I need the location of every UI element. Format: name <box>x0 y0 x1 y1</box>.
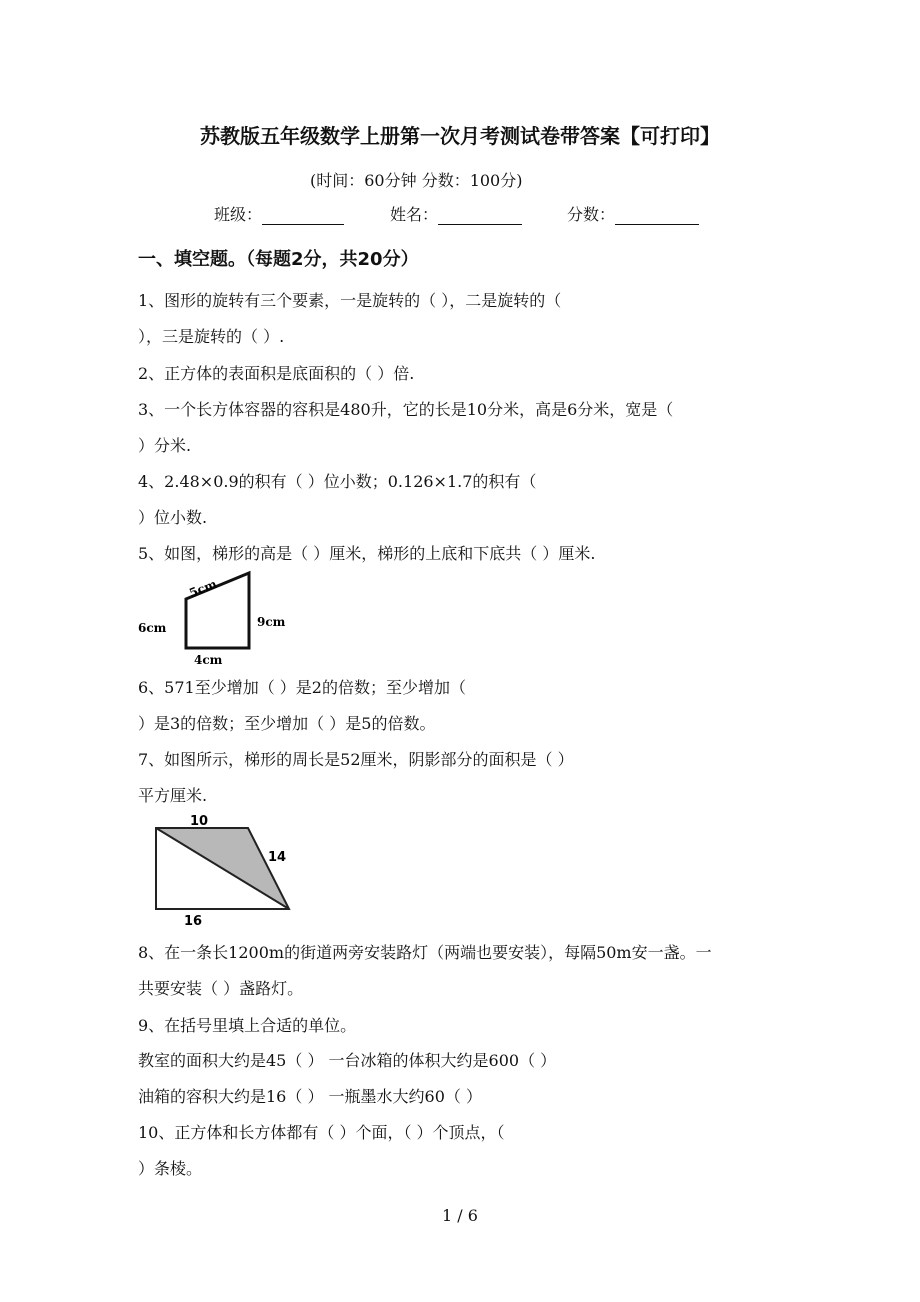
question-line: ）分米. <box>138 436 192 455</box>
class-blank[interactable] <box>262 206 344 225</box>
label-top: 10 <box>190 814 209 829</box>
question-line: 平方厘米. <box>138 786 208 805</box>
question-line: ）位小数. <box>138 508 208 527</box>
label-bottom: 4cm <box>194 653 223 666</box>
name-field <box>390 202 522 225</box>
exam-info: (时间：60分钟 分数：100分) <box>310 171 523 190</box>
trapezoid-figure-5 <box>136 566 306 666</box>
question-line: 油箱的容积大约是16（ ） 一瓶墨水大约60（ ） <box>138 1087 482 1106</box>
class-label: 班级： <box>214 205 263 224</box>
question-line: 8、在一条长1200m的街道两旁安装路灯（两端也要安装），每隔50m安一盏。一 <box>138 943 712 962</box>
question-line: ）条棱。 <box>138 1159 203 1178</box>
question-line: 教室的面积大约是45（ ） 一台冰箱的体积大约是600（ ） <box>138 1051 557 1070</box>
question-line: ），三是旋转的（ ）. <box>138 327 285 346</box>
trapezoid-figure-7 <box>140 810 310 930</box>
question-line: 1、图形的旋转有三个要素，一是旋转的（ ），二是旋转的（ <box>138 291 562 310</box>
class-field <box>214 202 344 225</box>
question-line: 9、在括号里填上合适的单位。 <box>138 1016 357 1035</box>
name-blank[interactable] <box>438 206 522 225</box>
label-right: 9cm <box>257 615 286 629</box>
label-slant: 5cm <box>187 576 219 601</box>
section-heading: 一、填空题。（每题2分，共20分） <box>138 249 419 270</box>
question-line: 5、如图，梯形的高是（ ）厘米，梯形的上底和下底共（ ）厘米. <box>138 544 596 563</box>
label-left: 6cm <box>138 621 167 635</box>
name-label: 姓名： <box>390 205 439 224</box>
page-title: 苏教版五年级数学上册第一次月考测试卷带答案【可打印】 <box>200 124 720 148</box>
question-line: 4、2.48×0.9的积有（ ）位小数；0.126×1.7的积有（ <box>138 472 537 491</box>
question-line: 7、如图所示，梯形的周长是52厘米，阴影部分的面积是（ ） <box>138 750 574 769</box>
question-line: 3、一个长方体容器的容积是480升，它的长是10分米，高是6分米，宽是（ <box>138 400 674 419</box>
question-line: ）是3的倍数；至少增加（ ）是5的倍数。 <box>138 714 436 733</box>
page-number: 1 / 6 <box>442 1206 478 1225</box>
question-line: 6、571至少增加（ ）是2的倍数；至少增加（ <box>138 678 466 697</box>
question-line: 共要安装（ ）盏路灯。 <box>138 979 304 998</box>
score-label: 分数： <box>567 205 616 224</box>
score-blank[interactable] <box>615 206 699 225</box>
question-line: 2、正方体的表面积是底面积的（ ）倍. <box>138 364 415 383</box>
score-field <box>567 202 699 225</box>
question-line: 10、正方体和长方体都有（ ）个面，（ ）个顶点，（ <box>138 1123 505 1142</box>
label-bottom: 16 <box>184 914 203 929</box>
label-slant: 14 <box>268 850 287 865</box>
